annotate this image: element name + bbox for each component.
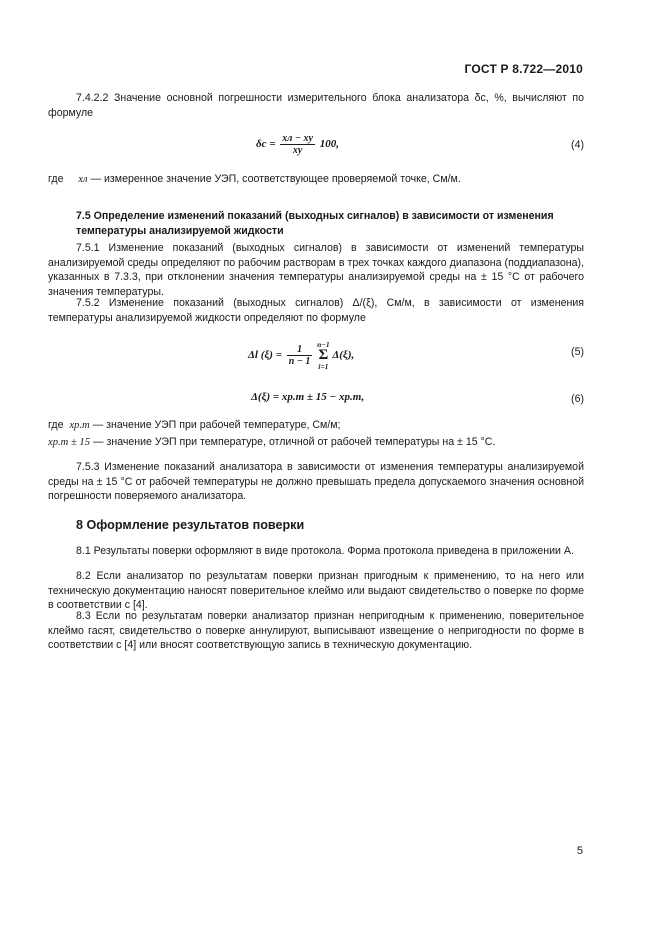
equation-4 xyxy=(48,131,584,157)
paragraph-8-3: 8.3 Если по результатам поверки анализатор признан непригодным к применению, поверительное клеймо гасят, свидетельство о поверке аннулируют, выписывают извещение о непригодности по форме в соответствии с [4] или вносят соответствующую запись в техническую документацию. xyxy=(48,610,584,652)
equation-5-fraction xyxy=(287,344,313,367)
where-6-text-1: — значение УЭП при рабочей температуре, См/м; xyxy=(92,419,341,431)
where-4 xyxy=(48,172,461,187)
equation-5-lhs: Δl (ξ) = xyxy=(248,349,282,362)
equation-5-denominator: n − 1 xyxy=(288,356,311,367)
where-6-line-2 xyxy=(48,435,495,450)
summation-top: n−1 xyxy=(317,340,330,349)
paragraph-7-5-3: 7.5.3 Изменение показаний анализатора в зависимости от изменения температуры анализируемой среды на ± 15 °С от рабочей температуры не должно превышать предела допускаемого значения основной погрешности поверяемого анализатора. xyxy=(48,461,584,503)
section-8-heading: 8 Оформление результатов поверки xyxy=(76,518,305,532)
sigma-icon: Σ xyxy=(318,347,329,363)
where-4-lead: где xyxy=(48,173,64,185)
where-6-text-2: — значение УЭП при температуре, отличной от рабочей температуры на ± 15 °С. xyxy=(92,436,496,448)
paragraph-8-1: 8.1 Результаты поверки оформляют в виде протокола. Форма протокола приведена в приложении А. xyxy=(76,545,574,557)
where-6-line-1 xyxy=(48,418,341,433)
paragraph-7-5-1: 7.5.1 Изменение показаний (выходных сигналов) в зависимости от изменений температуры анализируемой среды определяют по рабочим растворам в трех точках каждого диапазона (поддиапазона), указанных в 7.3.3, при отклонении значения температуры анализируемой среды на ± 15 °С от рабочего значения температуры. xyxy=(48,242,584,298)
equation-6-number: (6) xyxy=(571,393,584,405)
where-4-text: — измеренное значение УЭП, соответствующее проверяемой точке, См/м. xyxy=(90,173,461,185)
section-7-5-heading: 7.5 Определение изменений показаний (выходных сигналов) в зависимости от изменения температуры анализируемой жидкости xyxy=(76,210,554,237)
equation-4-fraction xyxy=(280,133,315,156)
equation-4-formula xyxy=(256,133,339,156)
page-number: 5 xyxy=(576,845,583,857)
equation-5 xyxy=(48,338,584,371)
paragraph-7-4-2-2: 7.4.2.2 Значение основной погрешности измерительного блока анализатора δс, %, вычисляют по формуле xyxy=(48,92,584,119)
equation-6 xyxy=(48,388,584,414)
where-6-symbol-1: xр.т xyxy=(69,420,90,431)
equation-5-number: (5) xyxy=(571,346,584,358)
standard-header: ГОСТ Р 8.722—2010 xyxy=(464,62,583,76)
where-4-symbol: xл xyxy=(78,174,88,185)
paragraph-8-2: 8.2 Если анализатор по результатам поверки признан пригодным к применению, то на него или техническую документацию наносят поверительное клеймо или выдают свидетельство о поверке по форме в соответствии с [4]. xyxy=(48,570,584,612)
equation-5-numerator: 1 xyxy=(287,344,313,356)
equation-4-number: (4) xyxy=(571,139,584,151)
where-6-symbol-2: xр.т ± 15 xyxy=(48,437,91,448)
summation-bottom: i=1 xyxy=(318,362,329,371)
equation-5-formula xyxy=(248,340,354,371)
equation-4-lhs: δс = xyxy=(256,138,276,151)
where-6-lead: где xyxy=(48,419,64,431)
paragraph-7-5-2: 7.5.2 Изменение показаний (выходных сигналов) Δ/(ξ), См/м, в зависимости от изменения температуры анализируемой жидкости определяют по формуле xyxy=(48,297,584,324)
equation-4-tail: 100, xyxy=(319,138,339,151)
equation-4-denominator: xу xyxy=(292,145,303,156)
summation xyxy=(317,340,329,371)
equation-6-formula: Δ(ξ) = xр.т ± 15 − xр.т, xyxy=(251,391,365,403)
equation-4-numerator: xл − xу xyxy=(282,133,313,144)
equation-5-tail: Δ(ξ), xyxy=(332,349,355,362)
